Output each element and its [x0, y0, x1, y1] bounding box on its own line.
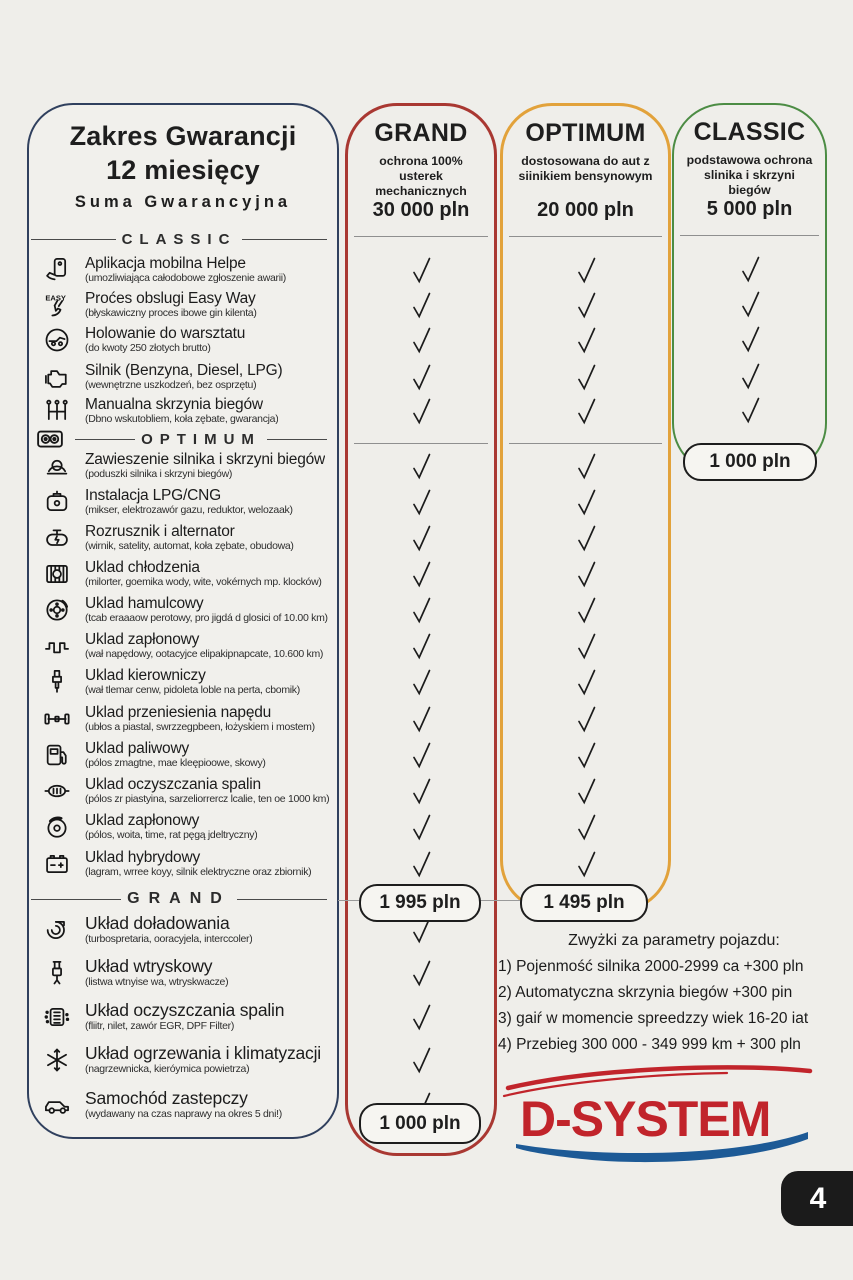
checkmark-icon [503, 485, 668, 521]
dsystem-logo [502, 1062, 816, 1166]
coverage-item [37, 286, 335, 324]
coverage-item [37, 954, 335, 992]
coverage-item [37, 1086, 335, 1124]
checkmark-glyph [738, 289, 762, 321]
coverage-item-text [85, 325, 245, 355]
plan-sum-optimum: 20 000 pln [537, 199, 634, 221]
easy-way-hand-icon [37, 288, 77, 322]
coverage-item-subtitle: (błyskawiczny proces ibowe gin kilenta) [85, 307, 257, 319]
engine-icon [43, 363, 71, 391]
coverage-item-title: Instalacja LPG/CNG [85, 487, 221, 504]
checkmark-icon [348, 629, 494, 665]
fuel-pump-icon [37, 738, 77, 772]
checkmark-glyph [574, 631, 598, 663]
plan-name-classic: CLASSIC [693, 118, 806, 146]
surcharge-line: 4) Przebieg 300 000 - 349 999 km + 300 pln [498, 1036, 801, 1053]
coverage-item-text [85, 914, 252, 946]
divider [354, 443, 488, 444]
divider [509, 236, 662, 237]
brake-disc-icon [37, 593, 77, 627]
checkmark-icon [503, 360, 668, 396]
price-badge-classic: 1 000 pln [683, 443, 817, 481]
checkmark-icon [674, 359, 825, 395]
checkmark-icon [503, 810, 668, 846]
coverage-item-subtitle: (pólos, woita, time, rat pęgą jdeltryczny) [85, 829, 258, 841]
coverage-item-subtitle: (do kwoty 250 złotych brutto) [85, 342, 211, 354]
catalytic-icon [43, 777, 71, 805]
checkmark-icon [503, 394, 668, 430]
price-badge-grand-extra: 1 000 pln [359, 1103, 481, 1144]
plan-column-optimum [500, 103, 671, 912]
checkmark-glyph [409, 396, 433, 428]
checkmark-glyph [409, 487, 433, 519]
checkmark-icon [503, 323, 668, 359]
checkmark-icon [674, 322, 825, 358]
coverage-item [37, 663, 335, 701]
coverage-item [37, 447, 335, 485]
checkmark-glyph [409, 667, 433, 699]
coverage-item-subtitle: (Dbno wskutobliem, koła zębate, gwarancja) [85, 413, 279, 425]
coverage-item-text [85, 667, 300, 697]
checkmark-icon [348, 557, 494, 593]
checkmark-glyph [574, 704, 598, 736]
brake-caliper-icon [37, 810, 77, 844]
coverage-item-title: Zawieszenie silnika i skrzyni biegów [85, 451, 326, 468]
checkmark-icon [348, 810, 494, 846]
logo-swoosh-top [508, 1067, 810, 1088]
divider [31, 899, 121, 900]
coverage-item-title: Uklad zapłonowy [85, 631, 200, 648]
coverage-item-title: Układ doładowania [85, 914, 230, 933]
surcharge-line: 2) Automatyczna skrzynia biegów +300 pin [498, 984, 793, 1001]
coverage-item [37, 1041, 335, 1079]
checkmark-glyph [574, 849, 598, 881]
surcharge-line: 1) Pojenmość silnika 2000-2999 ca +300 pln [498, 958, 804, 975]
checkmark-glyph [738, 395, 762, 427]
coverage-item-subtitle: (pólos zr piastyina, sarzeliorrercz lcalie, ten oe 1000 km) [85, 793, 330, 805]
car-icon [37, 1088, 77, 1122]
checkmark-icon [503, 702, 668, 738]
coverage-item-title: Uklad kierowniczy [85, 667, 206, 684]
checkmark-icon [674, 287, 825, 323]
checkmark-glyph [574, 523, 598, 555]
page-title-line2: 12 miesięcy [106, 155, 260, 185]
checkmark-glyph [409, 958, 433, 990]
coverage-item-title: Holowanie do warsztatu [85, 325, 246, 342]
checkmark-glyph [409, 325, 433, 357]
crankshaft-icon [43, 632, 71, 660]
checkmark-icon [348, 593, 494, 629]
checkmark-glyph [574, 451, 598, 483]
divider [680, 235, 819, 236]
phone-hand-icon [37, 253, 77, 287]
coverage-item-title: Uklad hybrydowy [85, 849, 201, 866]
checkmark-glyph [409, 595, 433, 627]
checkmark-icon [674, 252, 825, 288]
plan-column-classic [672, 103, 827, 475]
divider [237, 899, 327, 900]
tow-globe-icon [43, 326, 71, 354]
checkmark-icon [348, 449, 494, 485]
coverage-item-title: Układ wtryskowy [85, 957, 213, 976]
coverage-item-title: Rozrusznik i alternator [85, 523, 235, 540]
turbo-icon [37, 913, 77, 947]
page-number: 4 [809, 1181, 827, 1215]
coverage-item-text [85, 849, 311, 879]
coverage-item [37, 483, 335, 521]
dpf-icon [37, 1000, 77, 1034]
engine-mount-icon [43, 452, 71, 480]
checkmark-glyph [409, 1002, 433, 1034]
checkmark-icon [503, 847, 668, 883]
coverage-item [37, 251, 335, 289]
checkmark-icon [503, 738, 668, 774]
checkmark-icon [503, 288, 668, 324]
coverage-item-title: Uklad paliwowy [85, 740, 190, 757]
checkmark-glyph [574, 740, 598, 772]
engine-icon [37, 360, 77, 394]
checkmark-glyph [409, 740, 433, 772]
coverage-item-title: Samochód zastepczy [85, 1089, 248, 1108]
easy-way-hand-icon [43, 291, 71, 319]
checkmark-glyph [574, 362, 598, 394]
coverage-item-text [85, 290, 257, 320]
checkmark-icon [348, 956, 494, 992]
coverage-item-text [85, 559, 322, 589]
coverage-item-title: Układ ogrzewania i klimatyzacji [85, 1044, 321, 1063]
spark-plug-icon [37, 665, 77, 699]
page-number-badge [781, 1171, 853, 1226]
plan-desc-grand: ochrona 100% usterek mechanicznych [375, 154, 467, 198]
checkmark-glyph [574, 559, 598, 591]
surcharges-block [498, 928, 850, 1058]
surcharge-line: 3) gaiŕ w momencie spreedzzy wiek 16-20 iat [498, 1010, 809, 1027]
turbo-icon [43, 916, 71, 944]
price-badge-optimum: 1 495 pln [520, 884, 648, 922]
coverage-item-subtitle: (wewnętrzne uszkodzeń, bez osprzętu) [85, 379, 257, 391]
checkmark-glyph [409, 559, 433, 591]
coverage-item-text [85, 1001, 284, 1033]
spark-plug-icon [43, 668, 71, 696]
checkmark-icon [348, 774, 494, 810]
divider [31, 239, 116, 240]
coverage-item-text [85, 1089, 282, 1121]
coverage-item-subtitle: (milorter, goemika wody, wite, vokérnych mp. klocków) [85, 576, 322, 588]
coverage-item-subtitle: (listwa wtnyise wa, wtryskwacze) [85, 976, 229, 988]
checkmark-icon [348, 394, 494, 430]
checkmark-glyph [409, 631, 433, 663]
coverage-item-title: Uklad przeniesienia napędu [85, 704, 272, 721]
coverage-item-subtitle: (wydawany na czas naprawy na okres 5 dni!) [85, 1108, 282, 1120]
coverage-item [37, 845, 335, 883]
coverage-item [37, 321, 335, 359]
checkmark-icon [503, 593, 668, 629]
coverage-item-subtitle: (mikser, elektrozawór gazu, reduktor, welozaak) [85, 504, 293, 516]
section-header-grand [31, 888, 327, 910]
coverage-item-subtitle: (poduszki silnika i skrzyni biegów) [85, 468, 233, 480]
coverage-item [37, 772, 335, 810]
checkmark-glyph [574, 776, 598, 808]
checkmark-glyph [574, 812, 598, 844]
checkmark-icon [348, 323, 494, 359]
coverage-item-text [85, 1044, 321, 1076]
surcharges-title: Zwyżki za parametry pojazdu: [568, 932, 780, 949]
dpf-icon [43, 1003, 71, 1031]
hybrid-battery-icon [43, 850, 71, 878]
coverage-item [37, 519, 335, 557]
coverage-item-subtitle: (nagrzewnicka, kieróymica powietrza) [85, 1063, 250, 1075]
checkmark-icon [503, 449, 668, 485]
checkmark-glyph [409, 776, 433, 808]
section-header-classic [31, 228, 327, 250]
coverage-item [37, 911, 335, 949]
coverage-item-subtitle: (tcab eraaaow perotowy, pro jigdá d glosici of 10.00 km) [85, 612, 328, 624]
coverage-item-text [85, 631, 323, 661]
coverage-item-title: Aplikacja mobilna Helpe [85, 255, 246, 272]
hybrid-battery-icon [37, 847, 77, 881]
checkmark-glyph [409, 451, 433, 483]
plan-desc-optimum: dostosowana do aut z siinikiem bensynowym [518, 154, 653, 183]
coverage-item-text [85, 776, 329, 806]
checkmark-icon [348, 847, 494, 883]
plan-desc-classic: podstawowa ochrona slinika i skrzyni biegów [686, 153, 813, 197]
coverage-item-subtitle: (wał napędowy, ootacyjce elipakipnapcate, 10.600 km) [85, 648, 324, 660]
coverage-item-title: Uklad oczyszczania spalin [85, 776, 261, 793]
checkmark-icon [503, 774, 668, 810]
coverage-item-title: Manualna skrzynia biegów [85, 396, 263, 413]
checkmark-glyph [574, 255, 598, 287]
radiator-icon [37, 557, 77, 591]
plan-name-optimum: OPTIMUM [525, 119, 646, 147]
coverage-item [37, 591, 335, 629]
coverage-item-title: Proćes obslugi Easy Way [85, 290, 256, 307]
snowflake-icon [43, 1046, 71, 1074]
coverage-item-text [85, 451, 325, 481]
checkmark-icon [348, 665, 494, 701]
brake-caliper-icon [43, 813, 71, 841]
coverage-item-text [85, 487, 293, 517]
coverage-item-title: Uklad hamulcowy [85, 595, 204, 612]
coverage-item [37, 808, 335, 846]
checkmark-glyph [574, 595, 598, 627]
plan-sum-grand: 30 000 pln [372, 199, 470, 221]
coverage-item-subtitle: (umozliwiająca całodobowe zgłoszenie awarii) [85, 272, 286, 284]
checkmark-glyph [574, 396, 598, 428]
dsystem-logo-graphic [502, 1062, 816, 1166]
brake-disc-icon [43, 596, 71, 624]
checkmark-glyph [409, 812, 433, 844]
guarantee-sum-label: Suma Gwarancyjna [74, 193, 292, 211]
catalytic-icon [37, 774, 77, 808]
checkmark-glyph [574, 290, 598, 322]
checkmark-glyph [409, 849, 433, 881]
checkmark-icon [348, 702, 494, 738]
logo-text: D-SYSTEM [520, 1091, 771, 1147]
coverage-item-text [85, 595, 328, 625]
coverage-item-subtitle: (wirnik, satelity, automat, koła zębate, obudowa) [85, 540, 294, 552]
coverage-item [37, 736, 335, 774]
coverage-item-title: Silnik (Benzyna, Diesel, LPG) [85, 362, 283, 379]
coverage-item [37, 358, 335, 396]
tow-globe-icon [37, 323, 77, 357]
checkmark-glyph [738, 324, 762, 356]
checkmark-glyph [409, 704, 433, 736]
checkmark-glyph [409, 255, 433, 287]
radiator-icon [43, 560, 71, 588]
plan-sum-classic: 5 000 pln [706, 198, 793, 220]
coverage-item [37, 998, 335, 1036]
section-label: OPTIMUM [141, 430, 261, 448]
coverage-item-text [85, 255, 286, 285]
checkmark-glyph [574, 667, 598, 699]
section-label: GRAND [127, 890, 231, 907]
checkmark-icon [348, 521, 494, 557]
coverage-item-text [85, 812, 257, 842]
lpg-tank-icon [37, 485, 77, 519]
easy-icon-text: EASY [45, 293, 66, 303]
coverage-item-text [85, 957, 228, 989]
checkmark-icon [503, 253, 668, 289]
checkmark-glyph [574, 487, 598, 519]
coverage-item-subtitle: (pólos zmagtne, mae kleępioowe, skowy) [85, 757, 266, 769]
axle-icon [37, 702, 77, 736]
price-badge-grand: 1 995 pln [359, 884, 481, 922]
coverage-item-text [85, 704, 315, 734]
checkmark-glyph [409, 290, 433, 322]
gear-shifter-icon [43, 397, 71, 425]
coverage-item-text [85, 523, 294, 553]
checkmark-glyph [574, 325, 598, 357]
section-label: CLASSIC [121, 230, 237, 248]
coverage-item-subtitle: (fliitr, nilet, zawór EGR, DPF Filter) [85, 1020, 235, 1032]
checkmark-icon [503, 521, 668, 557]
coverage-item-text [85, 740, 266, 770]
checkmark-icon [348, 1000, 494, 1036]
coverage-item-subtitle: (lagram, wrree koyy, silnik elektryczne oraz zbiornik) [85, 866, 312, 878]
coverage-item-subtitle: (turbospretaria, ooracyjela, interccoler) [85, 933, 253, 945]
checkmark-icon [503, 665, 668, 701]
divider [75, 439, 135, 440]
car-icon [43, 1091, 71, 1119]
plan-name-grand: GRAND [374, 119, 468, 147]
coverage-item-title: Uklad zapłonowy [85, 812, 200, 829]
coverage-item-text [85, 396, 278, 426]
plan-column-grand [345, 103, 497, 1156]
coverage-item-title: Uklad chłodzenia [85, 559, 200, 576]
checkmark-glyph [738, 254, 762, 286]
coverage-item [37, 392, 335, 430]
page-title-line1: Zakres Gwarancji [69, 121, 297, 151]
injector-icon [43, 959, 71, 987]
starter-icon [37, 521, 77, 555]
coverage-item-text [85, 362, 283, 392]
checkmark-icon [674, 393, 825, 429]
page-title [29, 119, 337, 187]
engine-mount-icon [37, 449, 77, 483]
starter-icon [43, 524, 71, 552]
checkmark-icon [503, 629, 668, 665]
divider [509, 443, 662, 444]
divider [354, 236, 488, 237]
checkmark-icon [348, 288, 494, 324]
axle-icon [43, 705, 71, 733]
phone-hand-icon [43, 256, 71, 284]
crankshaft-icon [37, 629, 77, 663]
checkmark-icon [348, 485, 494, 521]
coverage-item [37, 700, 335, 738]
checkmark-glyph [409, 362, 433, 394]
checkmark-icon [348, 1043, 494, 1079]
checkmark-icon [348, 253, 494, 289]
fuel-pump-icon [43, 741, 71, 769]
coverage-item-title: Układ oczyszczania spalin [85, 1001, 285, 1020]
checkmark-icon [348, 738, 494, 774]
checkmark-glyph [409, 1045, 433, 1077]
injector-icon [37, 956, 77, 990]
divider [242, 239, 327, 240]
snowflake-icon [37, 1043, 77, 1077]
coverage-panel [27, 103, 339, 1139]
checkmark-glyph [738, 361, 762, 393]
coverage-item-subtitle: (ubłos a piastal, swrzzegpbeen, łożyskiem i mostem) [85, 721, 315, 733]
checkmark-glyph [409, 523, 433, 555]
divider [267, 439, 327, 440]
coverage-item-subtitle: (wał tlemar cenw, pidoleta loble na perta, cbomik) [85, 684, 300, 696]
coverage-item [37, 555, 335, 593]
checkmark-icon [503, 557, 668, 593]
coverage-item [37, 627, 335, 665]
checkmark-icon [348, 360, 494, 396]
lpg-tank-icon [43, 488, 71, 516]
